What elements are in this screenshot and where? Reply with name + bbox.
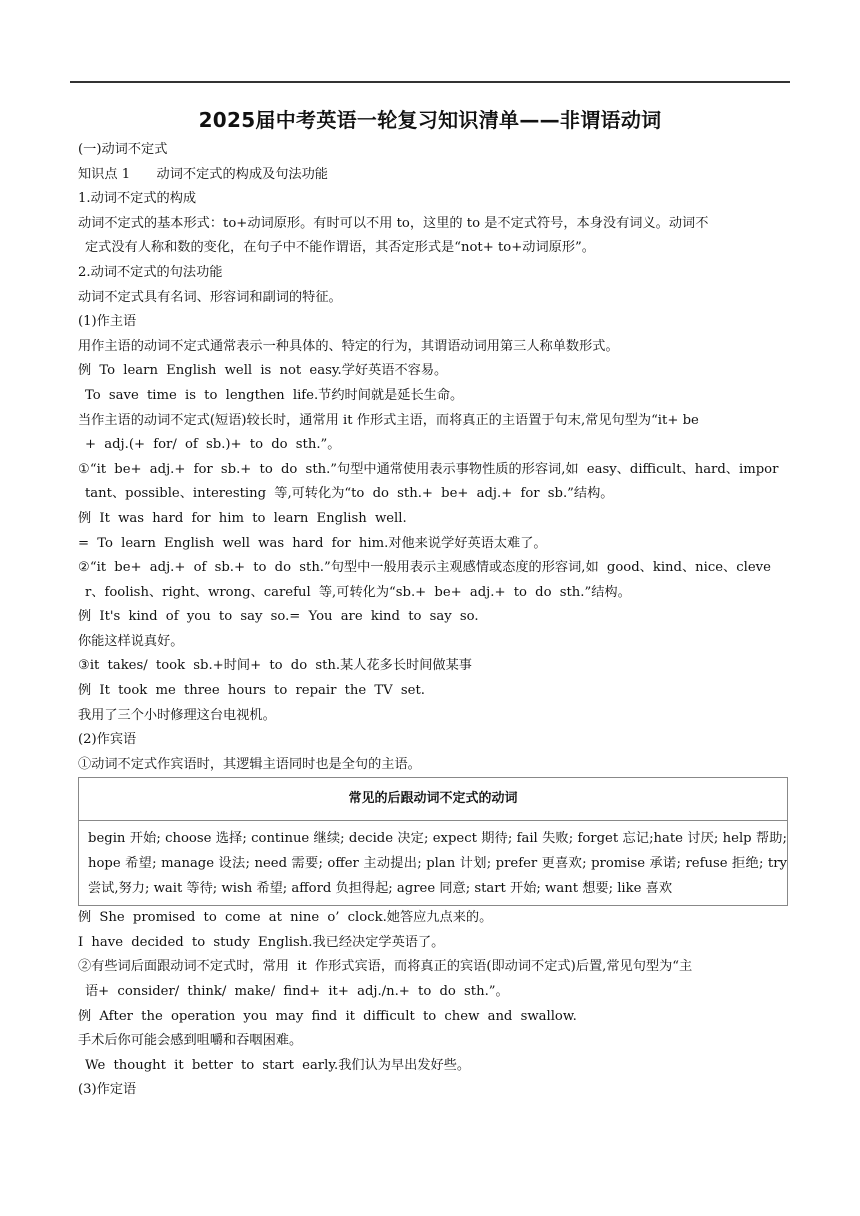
example-line: 例 She promised to come at nine o’ clock.她答应九点来的。: [78, 910, 493, 926]
paragraph-line: 语+ consider/ think/ make/ find+ it+ adj./n.+ to do sth.”。: [85, 984, 509, 999]
example-line: I have decided to study English.我已经决定学英语了。: [78, 934, 445, 950]
paragraph-line: ①动词不定式作宾语时，其逻辑主语同时也是全句的主语。: [78, 756, 421, 772]
section-heading: (一)动词不定式: [78, 142, 168, 157]
paragraph-line: 定式没有人称和数的变化，在句子中不能作谓语，其否定形式是“not+ to+动词原形”。: [85, 240, 595, 256]
knowledge-point-heading: 知识点 1 动词不定式的构成及句法功能: [78, 166, 328, 182]
paragraph-line: ②“it be+ adj.+ of sb.+ to do sth.”句型中一般用表示主观感情或态度的形容词,如 good、kind、nice、cleve: [78, 560, 771, 576]
paragraph-line: 用作主语的动词不定式通常表示一种具体的、特定的行为，其谓语动词用第三人称单数形式。: [78, 338, 619, 354]
example-translation: 手术后你可能会感到咀嚼和吞咽困难。: [78, 1033, 303, 1049]
verb-table: [78, 777, 788, 906]
paragraph-line: ①“it be+ adj.+ for sb.+ to do sth.”句型中通常使用表示事物性质的形容词,如 easy、difficult、hard、impor: [78, 461, 779, 477]
document-body: [78, 138, 786, 1103]
example-line: = To learn English well was hard for him.对他来说学好英语太难了。: [78, 535, 547, 551]
sub-heading: (1)作主语: [78, 314, 137, 330]
example-translation: 我用了三个小时修理这台电视机。: [78, 707, 276, 723]
paragraph-line: tant、possible、interesting 等,可转化为“to do sth.+ be+ adj.+ for sb.”结构。: [85, 486, 614, 502]
example-translation: 你能这样说真好。: [78, 633, 184, 649]
example-line: 例 It was hard for him to learn English well.: [78, 510, 407, 526]
sub-heading: (3)作定语: [78, 1082, 137, 1098]
sub-heading: (2)作宾语: [78, 732, 137, 748]
example-line: 例 After the operation you may find it difficult to chew and swallow.: [78, 1008, 577, 1024]
table-header: 常见的后跟动词不定式的动词: [79, 778, 787, 821]
example-line: 例 To learn English well is not easy.学好英语不容易。: [78, 363, 448, 379]
sub-heading: 2.动词不定式的句法功能: [78, 264, 223, 280]
paragraph-line: + adj.(+ for/ of sb.)+ to do sth.”。: [85, 437, 341, 453]
top-rule: [70, 81, 790, 83]
paragraph-line: 动词不定式具有名词、形容词和副词的特征。: [78, 289, 342, 305]
paragraph-line: 当作主语的动词不定式(短语)较长时，通常用 it 作形式主语，而将真正的主语置于句末,常见句型为“it+ be: [78, 412, 699, 428]
paragraph-line: ③it takes/ took sb.+时间+ to do sth.某人花多长时间做某事: [78, 658, 472, 674]
page-title: 2025届中考英语一轮复习知识清单——非谓语动词: [198, 108, 662, 132]
example-line: We thought it better to start early.我们认为早出发好些。: [85, 1057, 471, 1073]
paragraph-line: ②有些词后面跟动词不定式时，常用 it 作形式宾语，而将真正的宾语(即动词不定式)后置,常见句型为“主: [78, 959, 693, 975]
example-line: To save time is to lengthen life.节约时间就是延长生命。: [85, 387, 464, 403]
paragraph-line: 动词不定式的基本形式：to+动词原形。有时可以不用 to，这里的 to 是不定式符号，本身没有词义。动词不: [78, 215, 709, 231]
table-cell: begin 开始; choose 选择; continue 继续; decide 决定; expect 期待; fail 失败; forget 忘记;hate 讨厌; help 帮助; hope 希望; manage 设法; need 需要; offer 主动提出; plan 计划; prefer 更喜欢; promise 承诺; refuse 拒绝; try 尝试,努力; wait 等待; wish 希望; afford 负担得起; agree 同意; start 开始; want 想要; like 喜欢: [88, 831, 787, 896]
paragraph-line: r、foolish、right、wrong、careful 等,可转化为“sb.+ be+ adj.+ to do sth.”结构。: [85, 584, 631, 600]
sub-heading: 1.动词不定式的构成: [78, 191, 197, 207]
example-line: 例 It took me three hours to repair the TV set.: [78, 683, 425, 699]
example-line: 例 It's kind of you to say so.= You are kind to say so.: [78, 609, 479, 625]
